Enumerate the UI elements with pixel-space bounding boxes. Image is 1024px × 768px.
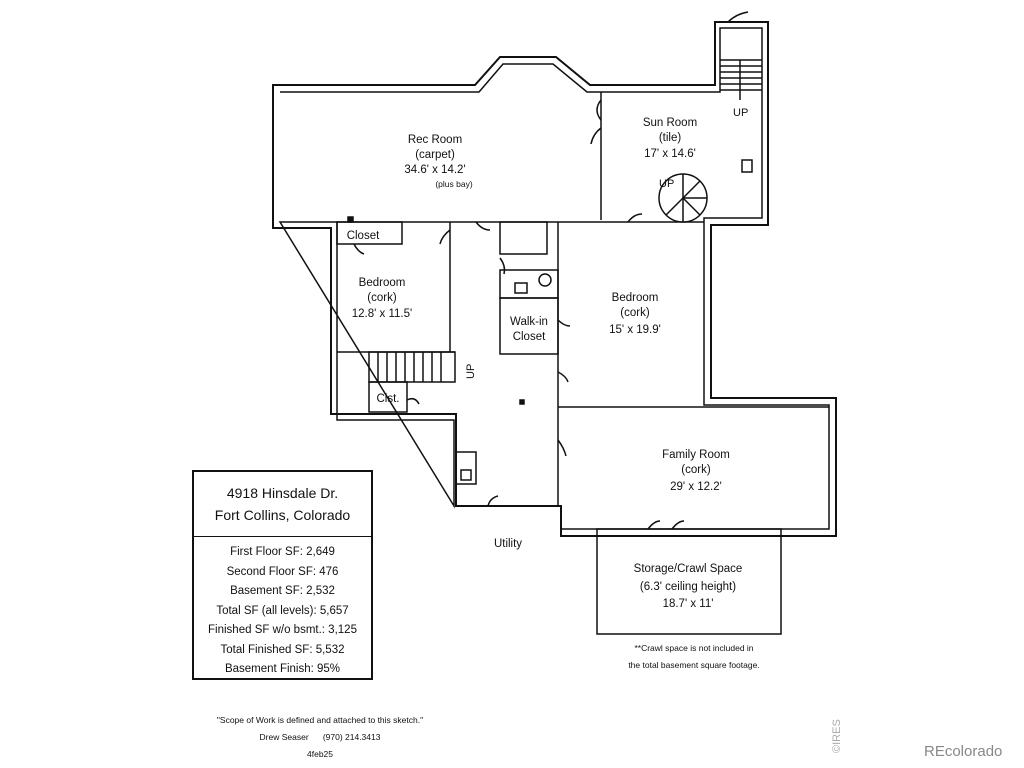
legend-row: Total Finished SF: 5,532	[220, 643, 345, 656]
closet-label: Closet	[346, 230, 380, 242]
stairs-up-label-spiral: UP	[659, 178, 675, 190]
legend-stats	[194, 537, 371, 680]
rec-room-floor: (carpet)	[415, 149, 455, 161]
bedroom-1-name: Bedroom	[358, 277, 406, 289]
crawl-space-note	[610, 640, 778, 674]
contact-line: Drew Seaser (970) 214.3413	[259, 732, 381, 742]
legend-row: First Floor SF: 2,649	[230, 546, 335, 558]
storage-ceiling: (6.3' ceiling height)	[639, 581, 737, 593]
legend-row: Finished SF w/o bsmt.: 3,125	[208, 624, 357, 636]
sun-room-size: 17' x 14.6'	[644, 148, 696, 160]
property-legend	[192, 470, 373, 680]
rec-room-name: Rec Room	[407, 134, 463, 146]
exterior-wall-outer	[273, 22, 836, 536]
stairs-up-label-main: UP	[465, 363, 477, 379]
legend-row: Basement Finish: 95%	[224, 663, 341, 675]
family-room-floor: (cork)	[681, 464, 711, 476]
brand-logo-text: REcolorado	[924, 743, 1003, 760]
ires-watermark	[826, 705, 846, 755]
storage-size: 18.7' x 11'	[662, 598, 714, 610]
utility-label: Utility	[493, 538, 523, 550]
legend-row: Second Floor SF: 476	[226, 565, 339, 578]
family-room-name: Family Room	[662, 449, 730, 461]
bedroom-1-size: 12.8' x 11.5'	[351, 308, 413, 320]
storage-name: Storage/Crawl Space	[633, 563, 743, 575]
bathtub	[500, 222, 547, 254]
crawl-note-line2: the total basement square footage.	[628, 660, 760, 670]
address-line2: Fort Collins, Colorado	[214, 507, 351, 523]
bedroom-2-floor: (cork)	[620, 307, 650, 319]
sketch-footer	[190, 712, 450, 763]
bedroom-2-size: 15' x 19.9'	[609, 324, 661, 336]
stairs-sunroom	[720, 60, 762, 100]
address-line1: 4918 Hinsdale Dr.	[226, 485, 339, 501]
rec-room-note: (plus bay)	[435, 179, 473, 189]
stairs-main	[369, 352, 455, 382]
legend-address	[194, 472, 371, 537]
scope-note: "Scope of Work is defined and attached to this sketch."	[216, 715, 424, 725]
sun-room-name: Sun Room	[642, 117, 698, 129]
legend-row: Total SF (all levels): 5,657	[216, 604, 349, 617]
clst-label: Clst.	[376, 393, 400, 405]
crawl-note-line1: **Crawl space is not included in	[634, 643, 754, 653]
stairs-up-label-sunroom: UP	[733, 107, 749, 119]
walk-in-closet-line1: Walk-in	[510, 316, 548, 328]
sun-room-floor: (tile)	[658, 132, 682, 144]
bedroom-2-name: Bedroom	[611, 292, 659, 304]
sketch-date: 4feb25	[307, 749, 333, 759]
ires-text: ©IRES	[831, 719, 843, 753]
legend-row: Basement SF: 2,532	[230, 585, 335, 597]
walk-in-closet-line2: Closet	[512, 331, 546, 343]
bedroom-1-floor: (cork)	[367, 292, 397, 304]
rec-room-size: 34.6' x 14.2'	[404, 164, 466, 176]
family-room-size: 29' x 12.2'	[670, 481, 722, 493]
